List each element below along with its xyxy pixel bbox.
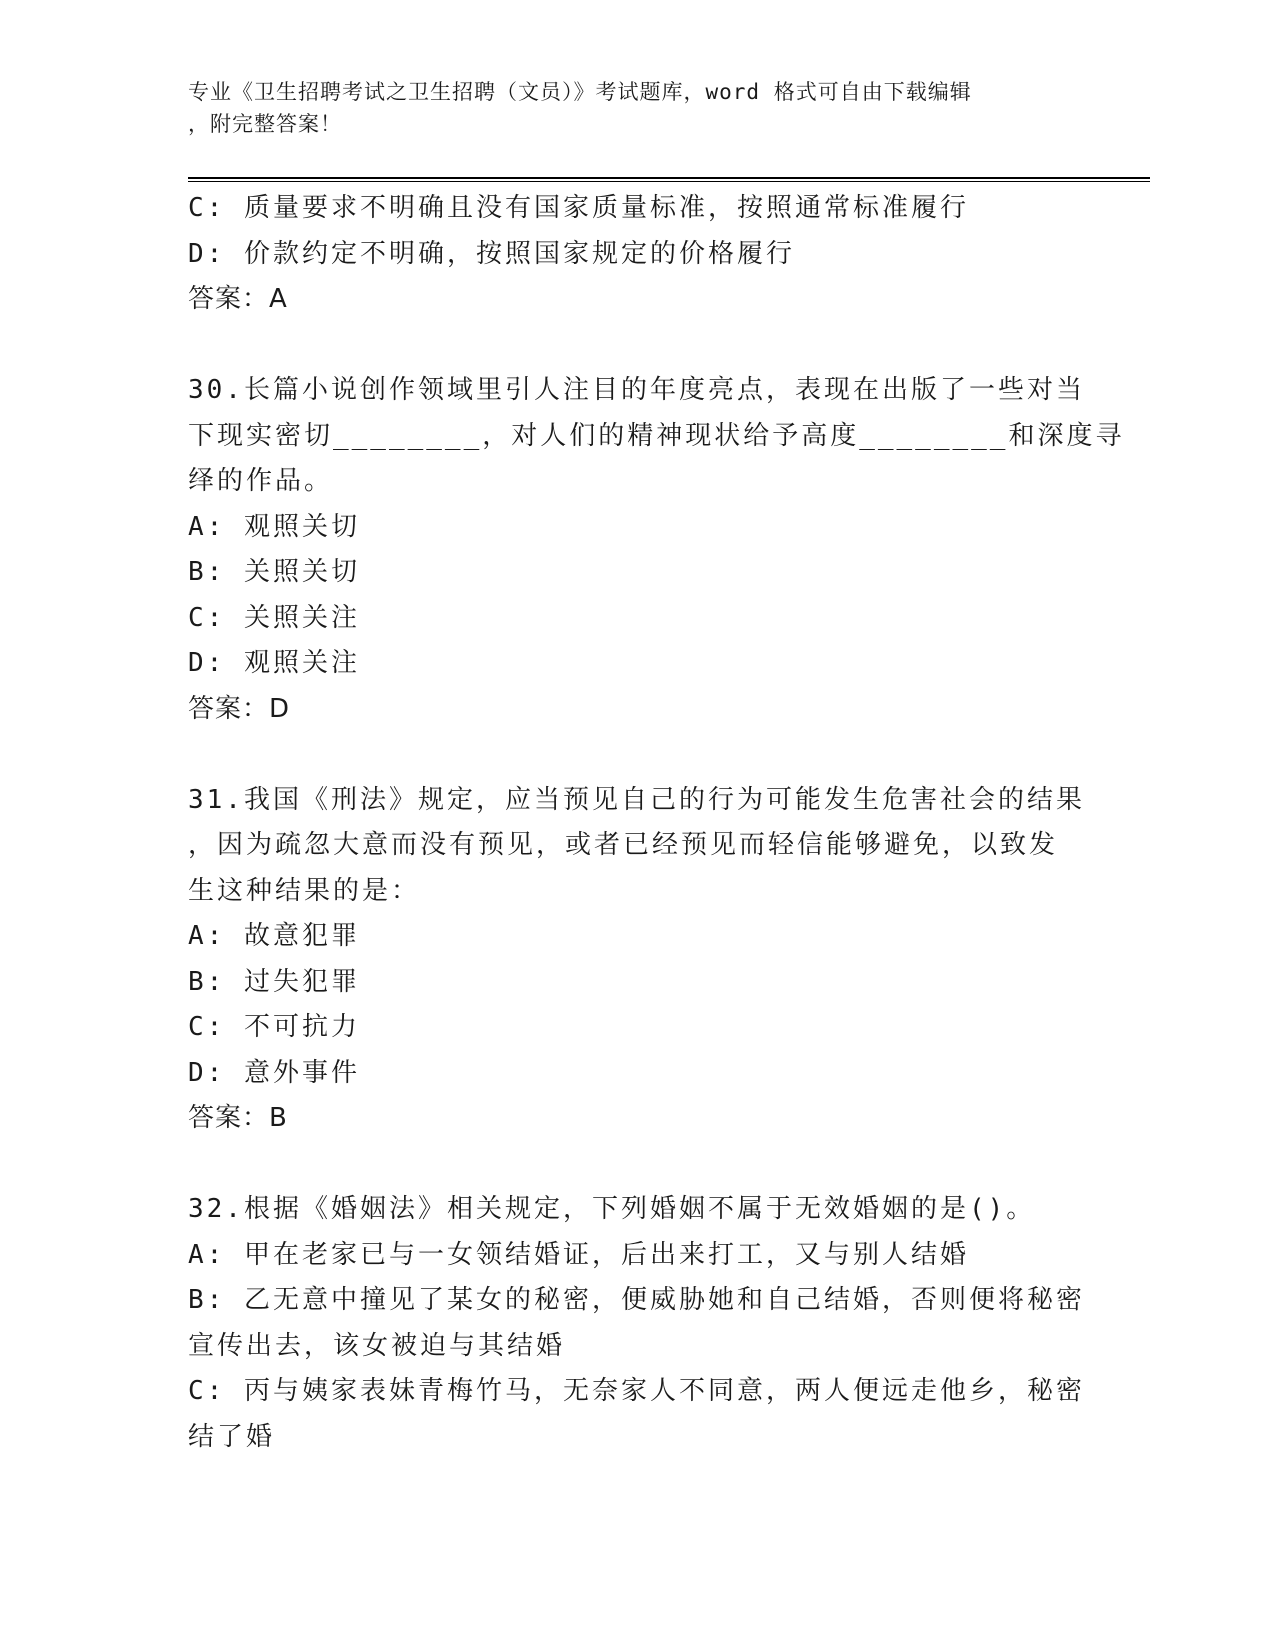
spacer [188,323,1088,369]
q32-option-c-line-1: C: 丙与姨家表妹青梅竹马，无奈家人不同意，两人便远走他乡，秘密 [188,1376,1085,1406]
prev-option-d: D: 价款约定不明确，按照国家规定的价格履行 [188,238,795,269]
q31-option-a: A: 故意犯罪 [188,921,360,951]
q31-text-line-2: ，因为疏忽大意而没有预见，或者已经预见而轻信能够避免，以致发 [188,830,1059,860]
q32-option-c-line-2: 结了婚 [188,1421,276,1452]
spacer [188,732,1088,778]
q32-text-line-1: 32.根据《婚姻法》相关规定，下列婚姻不属于无效婚姻的是()。 [188,1194,1036,1224]
q30-option-b: B: 关照关切 [188,557,360,587]
q30-option-a: A: 观照关切 [188,511,360,542]
q30-answer: 答案：D [188,693,291,724]
q30-text-line-3: 绎的作品。 [188,466,334,496]
q30-option-c: C: 关照关注 [188,602,360,633]
q30-text-line-2: 下现实密切________，对人们的精神现状给予高度________和深度寻 [188,420,1125,451]
q32-option-a: A: 甲在老家已与一女领结婚证，后出来打工，又与别人结婚 [188,1239,969,1270]
q30-option-d: D: 观照关注 [188,648,360,678]
q31-text-line-3: 生这种结果的是： [188,875,421,906]
prev-answer: 答案：A [188,284,288,314]
question-content [188,186,1125,1460]
page-header [188,76,1088,140]
q31-option-c: C: 不可抗力 [188,1012,360,1042]
prev-option-c: C: 质量要求不明确且没有国家质量标准，按照通常标准履行 [188,193,969,223]
q31-answer: 答案：B [188,1103,288,1133]
q31-text-line-1: 31.我国《刑法》规定，应当预见自己的行为可能发生危害社会的结果 [188,784,1085,815]
q30-text-line-1: 30.长篇小说创作领域里引人注目的年度亮点，表现在出版了一些对当 [188,375,1085,405]
header-line-2: ，附完整答案！ [188,112,342,136]
spacer [188,1142,1088,1188]
q32-option-b-line-2: 宣传出去，该女被迫与其结婚 [188,1330,566,1361]
q32-option-b-line-1: B: 乙无意中撞见了某女的秘密，便威胁她和自己结婚，否则便将秘密 [188,1285,1085,1315]
q31-option-b: B: 过失犯罪 [188,966,360,997]
header-divider [188,177,1150,182]
q31-option-d: D: 意外事件 [188,1057,360,1088]
header-line-1: 专业《卫生招聘考试之卫生招聘（文员）》考试题库，word 格式可自由下载编辑 [188,80,972,104]
